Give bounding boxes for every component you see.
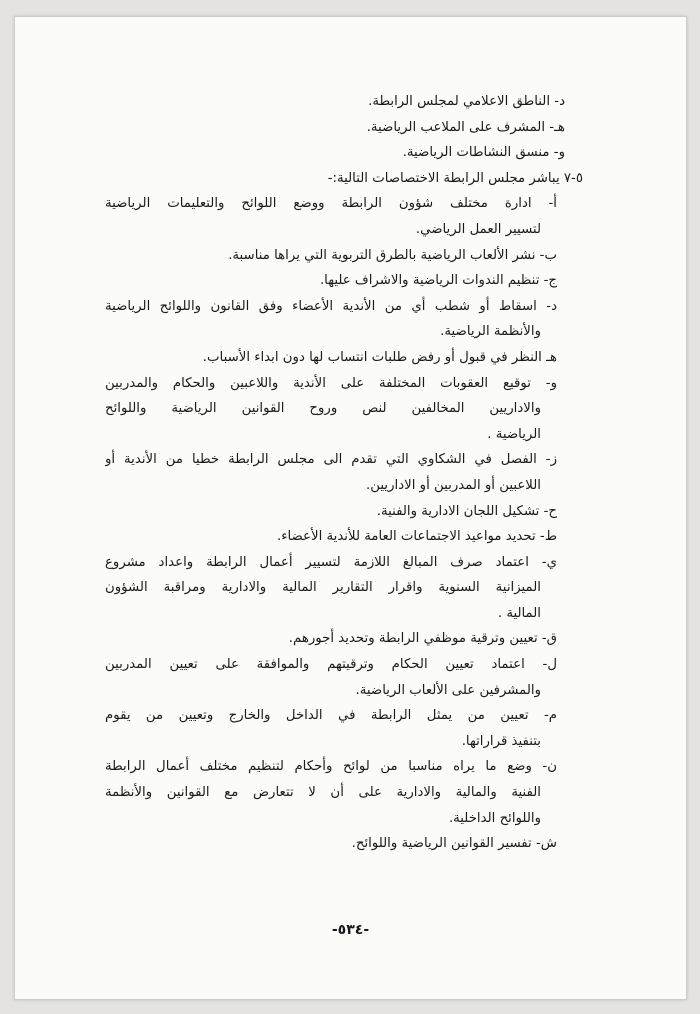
list-item: ل- اعتماد تعيين الحكام وترقيتهم والموافقة على تعيين المدربين <box>105 657 557 673</box>
list-item: ب- نشر الألعاب الرياضية بالطرق التربوية التي يراها مناسبة. <box>228 247 557 263</box>
list-item: هـ- المشرف على الملاعب الرياضية. <box>366 119 565 135</box>
section-heading: ٥-٧ يباشر مجلس الرابطة الاختصاصات التالية:- <box>327 170 583 186</box>
list-item-continuation: والأنظمة الرياضية. <box>440 324 541 340</box>
list-item-continuation: واللوائح الداخلية. <box>448 810 541 826</box>
list-item: ي- اعتماد صرف المبالغ اللازمة لتسيير أعمال الرابطة واعداد مشروع <box>105 554 557 570</box>
list-item-continuation: الميزانية السنوية واقرار التقارير المالية والادارية ومراقبة الشؤون <box>105 580 541 596</box>
list-item: ح- تشكيل اللجان الادارية والفنية. <box>376 503 557 519</box>
page-number: -٥٣٤- <box>331 922 370 938</box>
list-item-continuation: اللاعبين أو المدربين أو الاداريين. <box>366 477 541 493</box>
list-item-continuation: بتنفيذ قراراتها. <box>461 733 541 749</box>
list-item-continuation: لتسيير العمل الرياضي. <box>415 221 541 237</box>
list-item: و- منسق النشاطات الرياضية. <box>402 145 565 161</box>
list-item: ش- تفسير القوانين الرياضية واللوائح. <box>351 836 557 852</box>
list-item: م- تعيين من يمثل الرابطة في الداخل والخارج وتعيين من يقوم <box>105 708 557 724</box>
list-item: ز- الفصل في الشكاوي التي تقدم الى مجلس الرابطة خطيا من الأندية أو <box>105 452 557 468</box>
list-item: د- الناطق الاعلامي لمجلس الرابطة. <box>368 94 565 109</box>
list-item-continuation: الفنية والمالية والادارية على أن لا تتعارض مع القوانين والأنظمة <box>105 785 541 801</box>
list-item: و- توقيع العقوبات المختلفة على الأندية واللاعبين والحكام والمدربين <box>105 375 557 391</box>
list-item: ن- وضع ما يراه مناسبا من لوائح وأحكام لتنظيم مختلف أعمال الرابطة <box>105 759 557 775</box>
document-page <box>14 16 687 1000</box>
list-item: ق- تعيين وترقية موظفي الرابطة وتحديد أجورهم. <box>288 631 557 647</box>
list-item-continuation: والمشرفين على الألعاب الرياضية. <box>355 682 541 698</box>
list-item: هـ النظر في قبول أو رفض طلبات انتساب لها دون ابداء الأسباب. <box>202 349 557 365</box>
list-item-continuation: والاداريين المخالفين لنص وروح القوانين الرياضية واللوائح <box>105 401 541 417</box>
list-item: ط- تحديد مواعيد الاجتماعات العامة للأندية الأعضاء. <box>277 529 557 545</box>
list-item: أ- ادارة مختلف شؤون الرابطة ووضع اللوائح والتعليمات الرياضية <box>105 196 557 212</box>
list-item-continuation: المالية . <box>497 605 541 621</box>
document-body <box>105 89 585 857</box>
list-item: د- اسقاط أو شطب أي من الأندية الأعضاء وفق القانون واللوائح الرياضية <box>105 298 557 314</box>
list-item: ج- تنظيم الندوات الرياضية والاشراف عليها. <box>319 273 557 289</box>
list-item-continuation: الرياضية . <box>487 426 541 442</box>
